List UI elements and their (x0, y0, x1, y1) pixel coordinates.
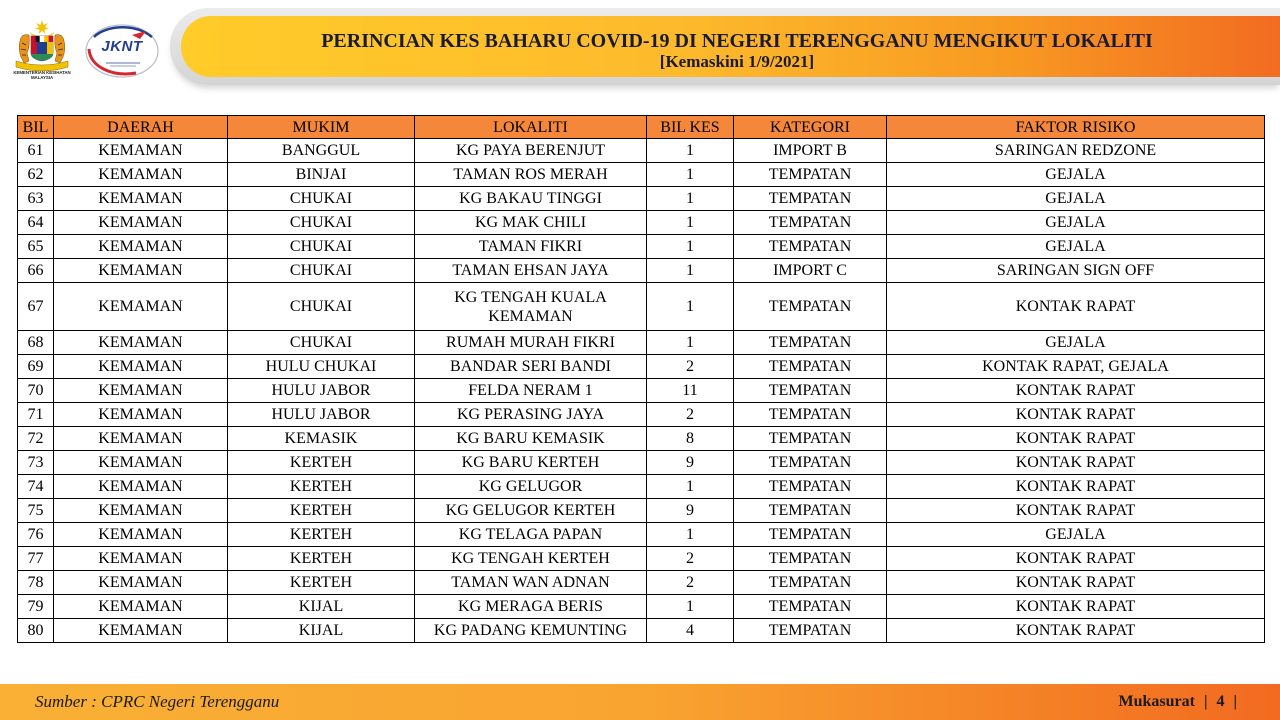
table-row (18, 163, 1265, 187)
cell-mukim: CHUKAI (228, 259, 415, 283)
cell-daerah: KEMAMAN (54, 331, 228, 355)
cell-daerah: KEMAMAN (54, 211, 228, 235)
table-row (18, 547, 1265, 571)
cell-mukim: KERTEH (228, 547, 415, 571)
cell-mukim: CHUKAI (228, 331, 415, 355)
cell-bil: 64 (18, 211, 54, 235)
column-header-faktor-risiko: FAKTOR RISIKO (887, 116, 1265, 139)
cell-bil-kes: 1 (647, 283, 734, 331)
cell-daerah: KEMAMAN (54, 235, 228, 259)
cell-daerah: KEMAMAN (54, 283, 228, 331)
table-header-row (18, 116, 1265, 139)
cell-bil: 68 (18, 331, 54, 355)
cell-mukim: KERTEH (228, 571, 415, 595)
cell-kategori: TEMPATAN (734, 499, 887, 523)
cell-faktor-risiko: KONTAK RAPAT (887, 427, 1265, 451)
cell-bil: 70 (18, 379, 54, 403)
cell-kategori: TEMPATAN (734, 427, 887, 451)
cell-mukim: KERTEH (228, 475, 415, 499)
cell-bil-kes: 2 (647, 355, 734, 379)
cases-table-container (17, 115, 1265, 643)
page-title: PERINCIAN KES BAHARU COVID-19 DI NEGERI TERENGGANU MENGIKUT LOKALITI (321, 30, 1153, 52)
cell-faktor-risiko: KONTAK RAPAT (887, 547, 1265, 571)
cell-bil: 66 (18, 259, 54, 283)
cell-bil: 69 (18, 355, 54, 379)
cell-kategori: TEMPATAN (734, 379, 887, 403)
cell-mukim: KEMASIK (228, 427, 415, 451)
cell-lokaliti: KG GELUGOR KERTEH (415, 499, 647, 523)
cell-daerah: KEMAMAN (54, 547, 228, 571)
cell-lokaliti: TAMAN WAN ADNAN (415, 571, 647, 595)
cell-bil: 79 (18, 595, 54, 619)
table-row (18, 283, 1265, 331)
cell-mukim: KIJAL (228, 595, 415, 619)
cell-lokaliti: KG BARU KERTEH (415, 451, 647, 475)
cell-lokaliti: RUMAH MURAH FIKRI (415, 331, 647, 355)
cell-lokaliti: KG PAYA BERENJUT (415, 139, 647, 163)
cases-table (17, 115, 1265, 643)
cell-bil: 62 (18, 163, 54, 187)
cell-kategori: TEMPATAN (734, 595, 887, 619)
cell-mukim: HULU JABOR (228, 403, 415, 427)
cell-lokaliti: KG GELUGOR (415, 475, 647, 499)
cell-bil-kes: 4 (647, 619, 734, 643)
malaysia-coat-of-arms-icon (12, 19, 72, 71)
cell-kategori: TEMPATAN (734, 571, 887, 595)
cell-faktor-risiko: GEJALA (887, 523, 1265, 547)
cell-daerah: KEMAMAN (54, 499, 228, 523)
table-row (18, 187, 1265, 211)
cell-daerah: KEMAMAN (54, 139, 228, 163)
cell-faktor-risiko: KONTAK RAPAT (887, 283, 1265, 331)
cell-faktor-risiko: SARINGAN REDZONE (887, 139, 1265, 163)
cell-mukim: KIJAL (228, 619, 415, 643)
cell-faktor-risiko: KONTAK RAPAT (887, 571, 1265, 595)
cell-daerah: KEMAMAN (54, 427, 228, 451)
table-row (18, 331, 1265, 355)
table-row (18, 403, 1265, 427)
cell-kategori: TEMPATAN (734, 475, 887, 499)
cell-bil-kes: 1 (647, 211, 734, 235)
table-row (18, 355, 1265, 379)
cell-lokaliti: FELDA NERAM 1 (415, 379, 647, 403)
cell-daerah: KEMAMAN (54, 379, 228, 403)
cell-bil-kes: 1 (647, 163, 734, 187)
cell-bil-kes: 9 (647, 499, 734, 523)
cell-daerah: KEMAMAN (54, 523, 228, 547)
table-row (18, 595, 1265, 619)
cell-bil: 71 (18, 403, 54, 427)
cell-lokaliti: KG PERASING JAYA (415, 403, 647, 427)
cell-mukim: KERTEH (228, 499, 415, 523)
cell-daerah: KEMAMAN (54, 187, 228, 211)
cell-bil-kes: 1 (647, 523, 734, 547)
table-row (18, 523, 1265, 547)
cell-kategori: TEMPATAN (734, 163, 887, 187)
cell-lokaliti: KG MAK CHILI (415, 211, 647, 235)
cell-kategori: TEMPATAN (734, 187, 887, 211)
table-row (18, 499, 1265, 523)
cell-kategori: IMPORT C (734, 259, 887, 283)
table-row (18, 619, 1265, 643)
cell-bil: 72 (18, 427, 54, 451)
cell-kategori: TEMPATAN (734, 619, 887, 643)
cell-kategori: TEMPATAN (734, 235, 887, 259)
table-row (18, 211, 1265, 235)
cell-bil: 74 (18, 475, 54, 499)
column-header-kategori: KATEGORI (734, 116, 887, 139)
cell-bil-kes: 2 (647, 571, 734, 595)
cell-bil: 73 (18, 451, 54, 475)
cell-bil-kes: 2 (647, 403, 734, 427)
cell-faktor-risiko: GEJALA (887, 211, 1265, 235)
cell-kategori: TEMPATAN (734, 331, 887, 355)
cell-bil-kes: 2 (647, 547, 734, 571)
table-row (18, 427, 1265, 451)
cell-mukim: BINJAI (228, 163, 415, 187)
cell-mukim: KERTEH (228, 451, 415, 475)
cell-bil-kes: 1 (647, 187, 734, 211)
column-header-bil: BIL (18, 116, 54, 139)
cell-mukim: CHUKAI (228, 235, 415, 259)
jknt-logo-text: JKNT (101, 38, 143, 55)
cell-lokaliti: KG PADANG KEMUNTING (415, 619, 647, 643)
cell-mukim: CHUKAI (228, 187, 415, 211)
cell-faktor-risiko: KONTAK RAPAT (887, 451, 1265, 475)
cell-bil: 61 (18, 139, 54, 163)
column-header-bil-kes: BIL KES (647, 116, 734, 139)
cell-faktor-risiko: KONTAK RAPAT, GEJALA (887, 355, 1265, 379)
cell-faktor-risiko: KONTAK RAPAT (887, 379, 1265, 403)
cell-daerah: KEMAMAN (54, 475, 228, 499)
cell-bil-kes: 1 (647, 259, 734, 283)
cell-lokaliti: KG TELAGA PAPAN (415, 523, 647, 547)
cell-daerah: KEMAMAN (54, 163, 228, 187)
source-note: Sumber : CPRC Negeri Terengganu (35, 692, 280, 711)
cell-kategori: TEMPATAN (734, 355, 887, 379)
cell-lokaliti: KG TENGAH KERTEH (415, 547, 647, 571)
table-row (18, 451, 1265, 475)
cell-bil-kes: 8 (647, 427, 734, 451)
cell-daerah: KEMAMAN (54, 571, 228, 595)
cell-kategori: TEMPATAN (734, 403, 887, 427)
moh-caption-line-1: KEMENTERIAN KESIHATAN (13, 70, 71, 75)
cell-mukim: CHUKAI (228, 283, 415, 331)
cell-bil-kes: 9 (647, 451, 734, 475)
cell-lokaliti: KG BAKAU TINGGI (415, 187, 647, 211)
cell-kategori: TEMPATAN (734, 547, 887, 571)
cell-faktor-risiko: SARINGAN SIGN OFF (887, 259, 1265, 283)
cell-kategori: TEMPATAN (734, 451, 887, 475)
cell-bil-kes: 1 (647, 235, 734, 259)
table-row (18, 379, 1265, 403)
cell-bil: 63 (18, 187, 54, 211)
cell-lokaliti: KG BARU KEMASIK (415, 427, 647, 451)
cell-bil-kes: 1 (647, 139, 734, 163)
cell-bil: 78 (18, 571, 54, 595)
cell-lokaliti: KG MERAGA BERIS (415, 595, 647, 619)
cell-bil: 75 (18, 499, 54, 523)
cell-kategori: TEMPATAN (734, 523, 887, 547)
cell-kategori: TEMPATAN (734, 283, 887, 331)
cell-lokaliti: TAMAN ROS MERAH (415, 163, 647, 187)
cell-mukim: BANGGUL (228, 139, 415, 163)
moh-logo (12, 19, 72, 81)
cell-mukim: KERTEH (228, 523, 415, 547)
cell-mukim: HULU CHUKAI (228, 355, 415, 379)
table-row (18, 571, 1265, 595)
cell-faktor-risiko: GEJALA (887, 163, 1265, 187)
cell-daerah: KEMAMAN (54, 451, 228, 475)
column-header-daerah: DAERAH (54, 116, 228, 139)
cell-faktor-risiko: KONTAK RAPAT (887, 403, 1265, 427)
table-row (18, 259, 1265, 283)
cell-bil-kes: 11 (647, 379, 734, 403)
cell-bil-kes: 1 (647, 595, 734, 619)
cell-lokaliti: TAMAN FIKRI (415, 235, 647, 259)
cell-kategori: TEMPATAN (734, 211, 887, 235)
cell-faktor-risiko: GEJALA (887, 187, 1265, 211)
cell-mukim: CHUKAI (228, 211, 415, 235)
cell-bil: 76 (18, 523, 54, 547)
cell-lokaliti-text: KG TENGAH KUALA KEMAMAN (454, 288, 607, 325)
cell-mukim: HULU JABOR (228, 379, 415, 403)
cell-daerah: KEMAMAN (54, 595, 228, 619)
page-number: Mukasurat | 4 | (1118, 693, 1237, 710)
cell-bil: 65 (18, 235, 54, 259)
cell-kategori: IMPORT B (734, 139, 887, 163)
jknt-logo (84, 23, 160, 79)
cell-faktor-risiko: GEJALA (887, 235, 1265, 259)
cell-faktor-risiko: GEJALA (887, 331, 1265, 355)
cell-faktor-risiko: KONTAK RAPAT (887, 499, 1265, 523)
column-header-mukim: MUKIM (228, 116, 415, 139)
cell-bil: 80 (18, 619, 54, 643)
cell-bil-kes: 1 (647, 475, 734, 499)
cell-daerah: KEMAMAN (54, 259, 228, 283)
cell-daerah: KEMAMAN (54, 619, 228, 643)
cell-faktor-risiko: KONTAK RAPAT (887, 595, 1265, 619)
cell-daerah: KEMAMAN (54, 403, 228, 427)
column-header-lokaliti: LOKALITI (415, 116, 647, 139)
cell-lokaliti: BANDAR SERI BANDI (415, 355, 647, 379)
table-row (18, 139, 1265, 163)
table-row (18, 235, 1265, 259)
cell-daerah: KEMAMAN (54, 355, 228, 379)
cell-lokaliti: TAMAN EHSAN JAYA (415, 259, 647, 283)
moh-caption-line-2: MALAYSIA (30, 74, 54, 80)
cell-bil: 77 (18, 547, 54, 571)
cell-bil: 67 (18, 283, 54, 331)
cell-bil-kes: 1 (647, 331, 734, 355)
cell-faktor-risiko: KONTAK RAPAT (887, 619, 1265, 643)
cell-faktor-risiko: KONTAK RAPAT (887, 475, 1265, 499)
update-date: [Kemaskini 1/9/2021] (659, 52, 815, 71)
table-row (18, 475, 1265, 499)
cell-lokaliti (415, 283, 647, 331)
